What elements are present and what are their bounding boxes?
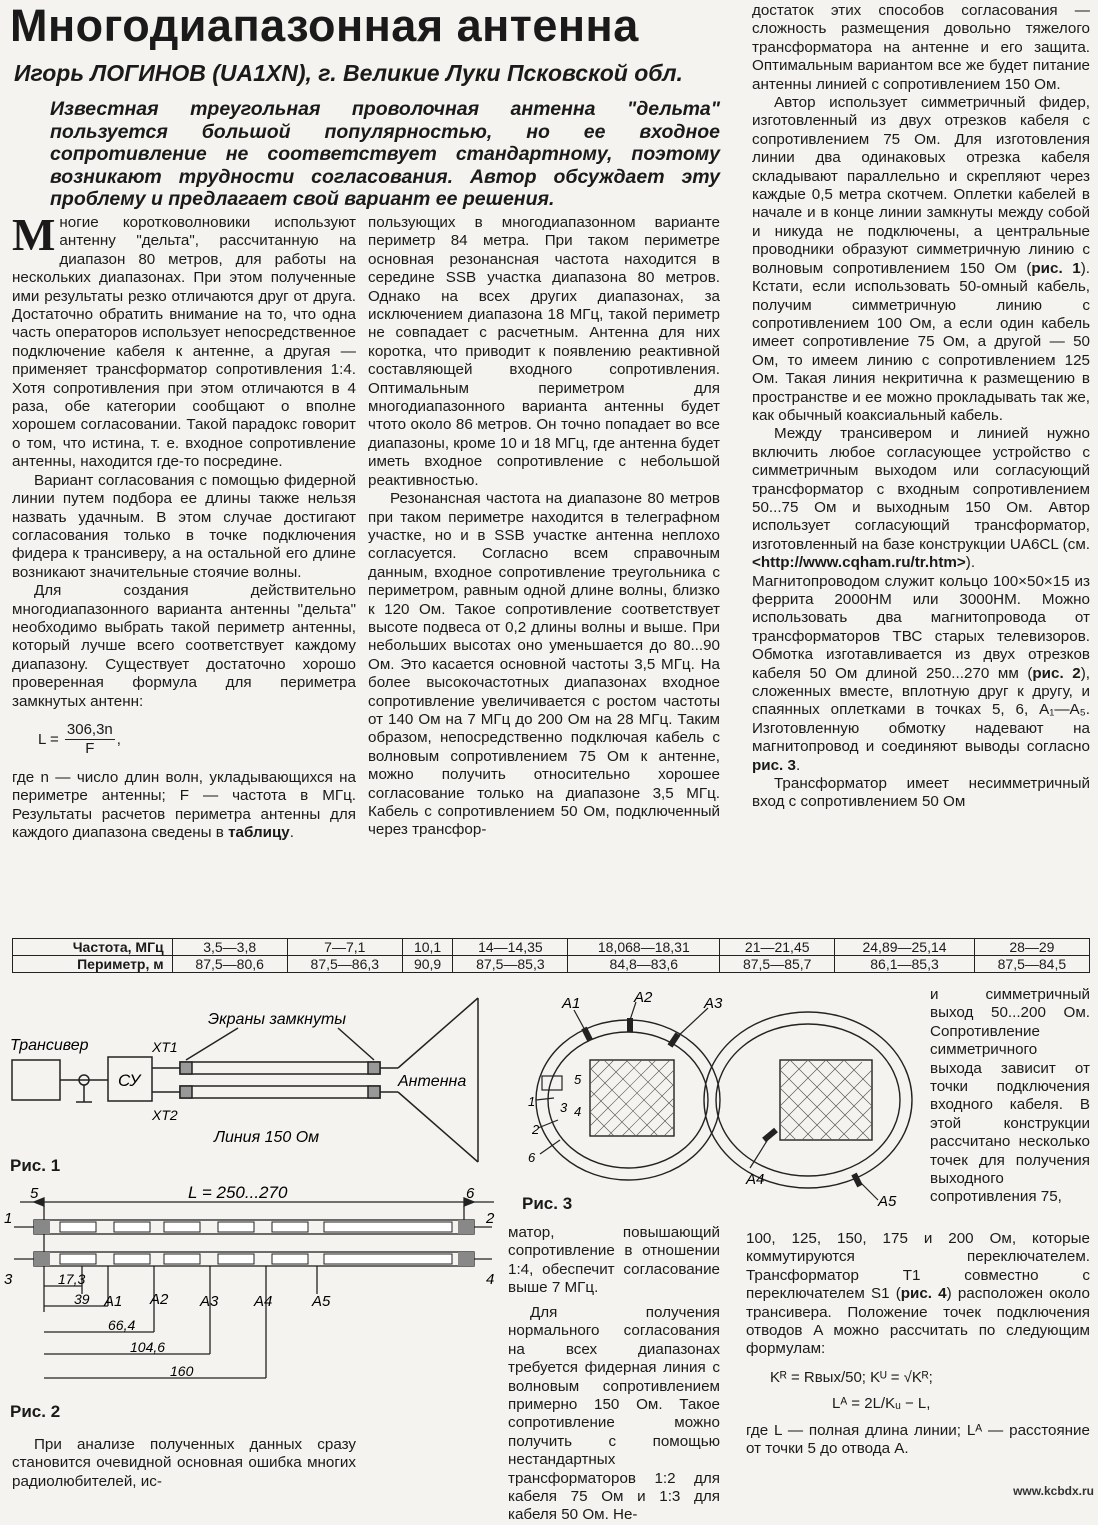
fig1-su-label: СУ	[118, 1071, 141, 1090]
formula-lhs: L =	[38, 730, 59, 748]
fig3-tap-a4: A4	[746, 1171, 765, 1188]
paragraph: достаток этих способов согласования — сложность размещения довольно тяжелого трансформатора на антенне и его защита. Оптимальным вариантом все же будет питание антенны линией с сопротивлением 150 Ом.	[752, 2, 1090, 93]
table-cell: 21—21,45	[720, 939, 835, 956]
paragraph: матор, повышающий сопротивление в отношении 1:4, обеспечит согласование выше 7 МГц.	[508, 1224, 720, 1297]
formula-tail: ,	[116, 730, 121, 748]
paragraph: Вариант согласования с помощью фидерной линии путем подбора ее длины также нельзя назвать удачным. В этом случае достигают согласования только в точке подключения фидера к трансиверу, а на остальной его длине возникают значительные стоячие волны.	[12, 471, 356, 581]
perimeter-formula	[38, 721, 356, 759]
table-row	[13, 956, 1090, 973]
fig2-dim-2: 39	[74, 1291, 90, 1307]
figure-3-diagram	[518, 988, 924, 1210]
paragraph-part: ) расположен около трансивера. Положение точек подключения отводов A можно рассчитать по следующим формулам:	[746, 1285, 1090, 1358]
figure-1-diagram	[8, 990, 503, 1170]
table-row	[13, 939, 1090, 956]
table-cell: 14—14,35	[453, 939, 568, 956]
fig2-tap-a2: A2	[150, 1291, 169, 1308]
fig1-line-label: Линия 150 Ом	[214, 1129, 320, 1146]
figure-2-caption: Рис. 2	[10, 1402, 61, 1421]
article-title: Многодиапазонная антенна	[10, 0, 639, 51]
table-cell: 86,1—85,3	[835, 956, 975, 973]
punct: .	[795, 756, 801, 774]
paragraph: ногие коротковолновики используют антенну "дельта", рассчитанную на диапазон 80 метров, для работы на нескольких диапазонах. При этом полученные ими результаты резко отличаются друг от друга. Достаточно обратить внимание на то, что одна часть операторов использует непосредственное подключение кабеля к антенне, а другая — применяет трансформатор сопротивления 1:4. Хотя сопротивления при этом отличаются в 4 раза, обе категории сообщают о вполне хорошем согласовании. Такой парадокс говорит о том, что истина, т. е. входное сопротивление антенны, находится где-то посредине.	[12, 214, 356, 471]
fig3-pin-5: 5	[574, 1072, 582, 1087]
fig2-tap-a3: A3	[200, 1293, 219, 1310]
table-cell: 24,89—25,14	[835, 939, 975, 956]
paragraph-part: Между трансивером и линией нужно включить любое согласующее устройство с симметричным выходом или согласующий трансформатор с входным сопротивлением 50...75 Ом и выходным 150 Ом. Автор использует согласующий трансформатор, изготовленный на базе конструкции UA6CL (см.	[752, 425, 1090, 553]
punct: .	[289, 824, 294, 841]
fig2-tap-a1: A1	[104, 1293, 123, 1310]
coefficient-formula: Kᴿ = Rвых/50; Kᵁ = √Kᴿ;	[770, 1368, 933, 1386]
fig1-antenna-label: Антенна	[398, 1073, 467, 1090]
fig2-dim-1: 17,3	[58, 1271, 86, 1287]
table-reference: таблицу	[228, 824, 290, 841]
bottom-text-column-3a	[930, 986, 1090, 1207]
text-column-1	[12, 209, 356, 842]
table-cell: 87,5—86,3	[287, 956, 402, 973]
paragraph: где L — полная длина линии; Lᴬ — расстояние от точки 5 до отвода A.	[746, 1421, 1090, 1458]
fig2-point-5: 5	[30, 1185, 39, 1202]
figure-1-caption: Рис. 1	[10, 1156, 61, 1175]
fig1-xt2-label: XT2	[152, 1107, 178, 1123]
fig2-point-4: 4	[486, 1271, 495, 1288]
figure-reference: рис. 1	[1031, 259, 1081, 277]
fig3-pin-2: 2	[532, 1122, 540, 1137]
table-cell: 87,5—85,7	[720, 956, 835, 973]
perimeter-table	[12, 938, 1090, 973]
table-cell: 10,1	[402, 939, 453, 956]
bottom-text-column-2b	[376, 1304, 720, 1525]
formula-numerator: 306,3n	[65, 721, 115, 740]
paragraph: Для создания действительно многодиапазонного варианта антенны "дельта" необходимо выбрать такой периметр антенны, который лучше всего соответствует каждому диапазону. Существует достаточно хорошо проверенная формула для периметра замкнутых антенн:	[12, 582, 356, 710]
fig2-point-6: 6	[466, 1185, 475, 1202]
bottom-text-column-1	[12, 1436, 356, 1491]
figure-reference: рис. 3	[752, 756, 796, 774]
paragraph-part: Автор использует симметричный фидер, изготовленный из двух отрезков кабеля с сопротивлением 75 Ом. Для изготовления линии два одинаковых отрезка кабеля складывают параллельно и скрепляют через каждые 0,5 метра скотчем. Оплетки кабелей в начале и в конце линии замкнуты между собой и никуда не подключены, а центральные проводники образуют симметричную линию с волновым сопротивлением 150 Ом (	[752, 94, 1090, 277]
paragraph: где n — число длин волн, укладывающихся на периметре антенны; F — частота в МГц. Результаты расчетов периметра антенны для каждого диапазона сведены в	[12, 768, 356, 841]
fig1-screens-label: Экраны замкнуты	[208, 1011, 347, 1028]
paragraph: Трансформатор имеет несимметричный вход с сопротивлением 50 Ом	[752, 775, 1090, 811]
fig3-pin-4: 4	[574, 1104, 582, 1119]
paragraph-part: 100, 125, 150, 175 и 200 Ом, которые коммутируются переключателем. Трансформатор T1 совместно с переключателем S1 (	[746, 1230, 1090, 1303]
formula-denominator: F	[85, 740, 95, 758]
table-cell: 87,5—85,3	[453, 956, 568, 973]
table-cell: 28—29	[974, 939, 1089, 956]
fig3-pin-1: 1	[528, 1094, 536, 1109]
table-cell: 18,068—18,31	[568, 939, 720, 956]
paragraph: пользующих в многодиапазонном варианте периметр 84 метра. При таком периметре основная резонансная частота находится в середине SSB участка диапазона 80 метров. Однако на всех других диапазонах, за исключением диапазона 18 МГц, такой периметр не совпадает с расчетным. Антенна для них коротка, что приводит к появлению реактивной составляющей входного сопротивления. Оптимальным периметром для многодиапазонного варианта антенны будет чтото около 86 метров. Он точно попадает во все диапазоны, кроме 10 и 18 МГц, где антенна будет иметь входное сопротивление с небольшой реактивностью.	[368, 214, 720, 489]
table-cell: 7—7,1	[287, 939, 402, 956]
table-cell: 90,9	[402, 956, 453, 973]
fig3-tap-a1: A1	[562, 995, 581, 1012]
table-header: Частота, МГц	[13, 939, 173, 956]
watermark: www.kcbdx.ru	[1013, 1484, 1094, 1498]
fig2-length: L = 250...270	[188, 1183, 288, 1202]
paragraph-part: ). Кстати, если использовать 50-омный кабель, получим симметричную линию с сопротивлением 100 Ом, а если один кабель имеет сопротивление 75 Ом, а другой — 50 Ом, то имеем линию с сопротивлением 125 Ом. Такая линия некритична к размещению в пространстве и ее можно прокладывать так же, как обычный коаксиальный кабель.	[752, 259, 1090, 424]
fig3-tap-a3: A3	[704, 995, 723, 1012]
fig2-tap-a4: A4	[254, 1293, 273, 1310]
url-link[interactable]: <http://www.cqham.ru/tr.htm>	[752, 554, 966, 572]
fig2-point-3: 3	[4, 1271, 13, 1288]
fig2-point-1: 1	[4, 1210, 13, 1227]
fig2-dim-3: 66,4	[108, 1317, 136, 1333]
fig2-dim-5: 160	[170, 1363, 194, 1379]
table-cell: 84,8—83,6	[568, 956, 720, 973]
fig3-pin-6: 6	[528, 1150, 536, 1165]
paragraph: При анализе полученных данных сразу становится очевидной основная ошибка многих радиолюбителей, ис-	[12, 1436, 356, 1490]
table-header: Периметр, м	[13, 956, 173, 973]
table-cell: 87,5—80,6	[172, 956, 287, 973]
figure-3-caption: Рис. 3	[522, 1194, 573, 1213]
fig3-tap-a2: A2	[634, 989, 653, 1006]
article-author: Игорь ЛОГИНОВ (UA1XN), г. Великие Луки Псковской обл.	[14, 60, 683, 86]
article-lead: Известная треугольная проволочная антенна "дельта" пользуется большой популярностью, но ее входное сопротивление не соответствует стандартному, поэтому возникают трудности согласования. Автор обсуждает эту проблему и предлагает свой вариант ее решения.	[50, 98, 720, 210]
figure-reference: рис. 4	[900, 1285, 947, 1303]
paragraph: и симметричный выход 50...200 Ом. Сопротивление симметричного выхода зависит от точки подключения входного кабеля. В этой конструкции рассчитано несколько точек для получения выходного сопротивления 75,	[930, 986, 1090, 1206]
paragraph-part: ). Магнитопроводом служит кольцо 100×50×15 из феррита 2000НМ или 3000НМ. Можно использовать два магнитопровода от трансформаторов ТВС старых телевизоров. Обмотка изготавливается из двух отрезков кабеля 50 Ом длиной 250...270 мм (	[752, 554, 1090, 682]
table-cell: 3,5—3,8	[172, 939, 287, 956]
drop-cap: М	[12, 209, 56, 260]
bottom-text-column-2a	[508, 1224, 720, 1298]
transceiver-box	[12, 1060, 60, 1100]
formula-fraction	[65, 721, 115, 759]
fig2-tap-a5: A5	[312, 1293, 331, 1310]
fig2-point-2: 2	[486, 1210, 495, 1227]
figure-reference: рис. 2	[1032, 664, 1081, 682]
paragraph: Резонансная частота на диапазоне 80 метров при таком периметре находится в телеграфном участке, но и в SSB участке антенна неплохо согласуется. Согласно всем справочным данным, входное сопротивление треугольника с периметром, равным одной длине волны, близко к 120 Ом. Такое сопротивление соответствует высоте подвеса от 0,2 длины волны и выше. При небольших высотах оно уменьшается до 80...90 Ом. Это касается основной частоты 3,5 МГц. На более высокочастотных диапазонах входное сопротивление увеличивается с ростом частоты от 140 Ом на 7 МГц до 200 Ом на 28 МГц. Таким образом, непосредственно подключая кабель с волновым сопротивлением 75 Ом к антенне, можно получить относительно хорошее согласование только на диапазоне 3,5 МГц. Кабель с сопротивлением 50 Ом, подключенный через трансфор-	[368, 490, 720, 839]
table-cell: 87,5—84,5	[974, 956, 1089, 973]
text-column-3	[752, 2, 1090, 812]
tap-distance-formula: Lᴬ = 2L/Kᵤ − L,	[832, 1395, 931, 1413]
fig3-tap-a5: A5	[878, 1193, 897, 1210]
fig2-dim-4: 104,6	[130, 1339, 166, 1355]
paragraph: Для получения нормального согласования на всех диапазонах требуется фидерная линия с волновым сопротивлением примерно 150 Ом. Такое сопротивление можно получить с помощью нестандартных трансформаторов 1:2 для кабеля 75 Ом и 1:3 для кабеля 50 Ом. Не-	[508, 1304, 720, 1524]
fig1-transceiver-label: Трансивер	[10, 1037, 89, 1054]
bottom-text-column-3b	[746, 1230, 1090, 1458]
fig1-xt1-label: XT1	[152, 1039, 178, 1055]
paragraph-part: ), сложенных вместе, вплотную друг к другу, и спаянных оплетками в точках 5, 6, A₁—A₅. Изготовленную обмотку надевают на магнитопровод и соединяют выводы согласно	[752, 664, 1090, 756]
fig3-pin-3: 3	[560, 1100, 568, 1115]
text-column-2	[368, 214, 720, 840]
